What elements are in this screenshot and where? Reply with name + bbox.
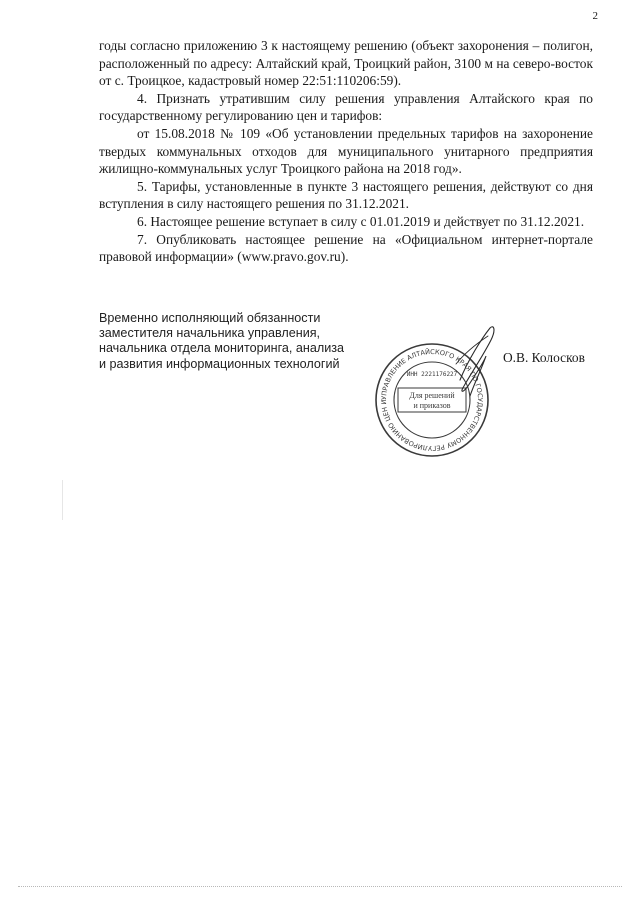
- signatory-position: [99, 311, 399, 372]
- stamp-code: ИНН 2221176227: [406, 371, 458, 378]
- signer-name: О.В. Колосков: [503, 350, 585, 365]
- paragraph-item-7: 7. Опубликовать настоящее решение на «Официальном интернет-портале правовой информации» (www.pravo.gov.ru).: [99, 231, 593, 265]
- stamp-inner-line-2: и приказов: [413, 401, 451, 410]
- paragraph-continuation: годы согласно приложению 3 к настоящему решению (объект захоронения – полигон, расположенный по адресу: Алтайский край, Троицкий район, 3100 м на северо-восток от с. Троицкое, кадастровый номер 22:51:110206:59).: [99, 38, 593, 89]
- position-line-2: заместителя начальника управления,: [99, 326, 321, 341]
- official-stamp: [372, 320, 502, 470]
- position-line-1: Временно исполняющий обязанности: [99, 311, 321, 325]
- page-bottom-edge: [18, 886, 622, 887]
- paragraph-item-5: 5. Тарифы, установленные в пункте 3 настоящего решения, действуют со дня вступления в силу настоящего решения по 31.12.2021.: [99, 178, 593, 212]
- paragraph-item-4-detail: от 15.08.2018 № 109 «Об установлении предельных тарифов на захоронение твердых коммунальных отходов для муниципального унитарного предприятия жилищно-коммунальных услуг Троицкого района на 2018 год».: [99, 125, 593, 177]
- position-line-4: и развития информационных технологий: [99, 356, 340, 371]
- document-body: [99, 37, 593, 266]
- paragraph-item-4: 4. Признать утратившим силу решения управления Алтайского края по государственному регулированию цен и тарифов:: [99, 90, 593, 124]
- stamp-ring-text: УПРАВЛЕНИЕ АЛТАЙСКОГО КРАЯ ПО ГОСУДАРСТВЕННОМУ РЕГУЛИРОВАНИЮ ЦЕН И: [379, 347, 485, 453]
- paragraph-item-6: 6. Настоящее решение вступает в силу с 01.01.2019 и действует по 31.12.2021.: [137, 213, 585, 229]
- scan-artifact: [62, 480, 63, 520]
- stamp-inner-line-1: Для решений: [409, 391, 455, 400]
- position-line-3: начальника отдела мониторинга, анализа: [99, 341, 345, 356]
- page-number: 2: [592, 10, 598, 22]
